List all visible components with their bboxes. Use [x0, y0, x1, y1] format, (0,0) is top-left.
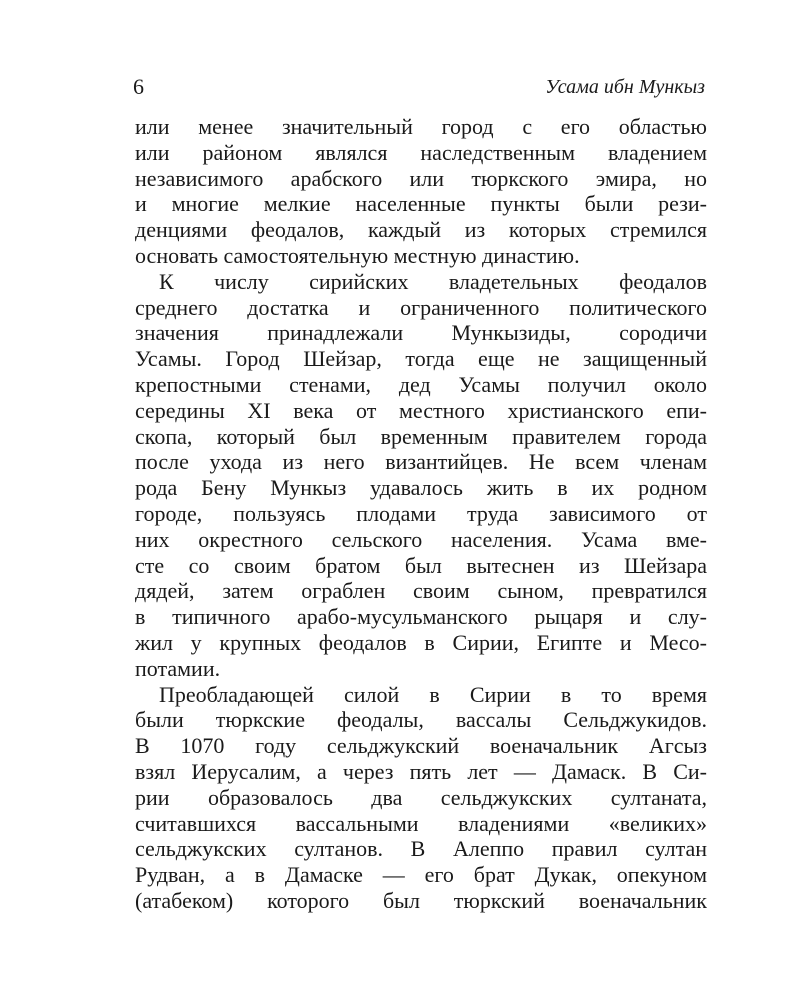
text-line: в типичного арабо-мусульманского рыцаря и слу- [135, 604, 707, 630]
text-line: считавшихся вассальными владениями «великих» [135, 810, 707, 836]
page-number: 6 [133, 74, 144, 99]
running-title: Усама ибн Мункыз [545, 76, 705, 98]
text-line: В 1070 году сельджукский военачальник Агсыз [135, 733, 707, 759]
text-line: городе, пользуясь плодами труда зависимого от [135, 500, 707, 526]
text-line: них окрестного сельского населения. Усама вме- [135, 526, 707, 552]
text-line: или районом являлся наследственным владением [135, 139, 707, 165]
text-line: потамии. [135, 655, 221, 681]
text-line: значения принадлежали Мункызиды, сородичи [135, 320, 707, 346]
text-line: или менее значительный город с его областью [135, 114, 707, 139]
text-line: К числу сирийских владетельных феодалов [159, 268, 707, 294]
text-line: рода Бену Мункыз удавалось жить в их родном [135, 475, 707, 501]
text-line: Рудван, а в Дамаске — его брат Дукак, опекуном [135, 862, 707, 888]
text-line: среднего достатка и ограниченного политического [135, 294, 707, 320]
text-line: Преобладающей силой в Сирии в то время [159, 681, 707, 707]
text-line: середины XI века от местного христианского епи- [135, 397, 707, 423]
text-line: взял Иерусалим, а через пять лет — Дамаск. В Си- [135, 758, 707, 784]
text-line: были тюркские феодалы, вассалы Сельджукидов. [135, 707, 707, 733]
text-line: жил у крупных феодалов в Сирии, Египте и Месо- [135, 629, 707, 655]
text-line: скопа, который был временным правителем города [135, 423, 707, 449]
text-line: крепостными стенами, дед Усамы получил около [135, 371, 707, 397]
text-line: (атабеком) которого был тюркский военачальник [135, 887, 707, 913]
text-line: сельджукских султанов. В Алеппо правил султан [135, 836, 707, 862]
text-line: дядей, затем ограблен своим сыном, превратился [135, 578, 707, 604]
text-line: независимого арабского или тюркского эмира, но [135, 165, 707, 191]
text-line: денциями феодалов, каждый из которых стремился [135, 217, 707, 243]
text-line: после ухода из него византийцев. Не всем членам [135, 449, 707, 475]
text-line: основать самостоятельную местную династию. [135, 242, 580, 268]
text-line: и многие мелкие населенные пункты были рези- [135, 191, 707, 217]
body-text [135, 114, 707, 914]
text-line: Усамы. Город Шейзар, тогда еще не защищенный [135, 346, 707, 372]
text-line: сте со своим братом был вытеснен из Шейзара [135, 552, 707, 578]
text-line: рии образовалось два сельджукских султаната, [135, 784, 707, 810]
